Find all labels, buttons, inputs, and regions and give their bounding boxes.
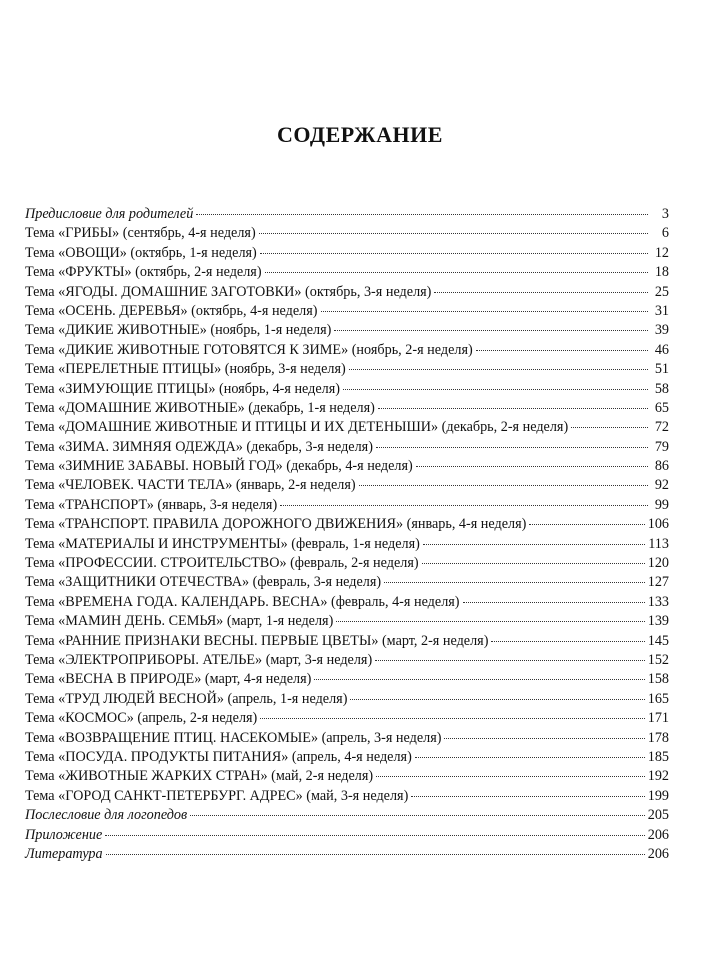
- toc-entry-title: Тема «ЯГОДЫ. ДОМАШНИЕ ЗАГОТОВКИ» (октябрь, 3-я неделя): [25, 283, 432, 300]
- toc-entry: [25, 767, 669, 786]
- toc-entry-page-number: 99: [654, 496, 669, 513]
- toc-entry-title: Тема «ДИКИЕ ЖИВОТНЫЕ» (ноябрь, 1-я неделя): [25, 322, 332, 339]
- toc-entry-title: Тема «ТРАНСПОРТ» (январь, 3-я неделя): [25, 496, 278, 513]
- toc-entry-title: Приложение: [25, 826, 103, 843]
- toc-entry-title: Тема «ВЕСНА В ПРИРОДЕ» (март, 4-я неделя): [25, 671, 312, 688]
- toc-entry-title: Тема «МАТЕРИАЛЫ И ИНСТРУМЕНТЫ» (февраль, 1-я неделя): [25, 535, 420, 552]
- toc-entry: [25, 612, 669, 631]
- toc-entry-title: Тема «МАМИН ДЕНЬ. СЕМЬЯ» (март, 1-я неделя): [25, 613, 334, 630]
- toc-entry-title: Тема «ЖИВОТНЫЕ ЖАРКИХ СТРАН» (май, 2-я неделя): [25, 768, 374, 785]
- toc-entry-title: Тема «ВОЗВРАЩЕНИЕ ПТИЦ. НАСЕКОМЫЕ» (апрель, 3-я неделя): [25, 729, 442, 746]
- dot-leader: [416, 466, 648, 467]
- toc-entry-title: Тема «ТРАНСПОРТ. ПРАВИЛА ДОРОЖНОГО ДВИЖЕНИЯ» (январь, 4-я неделя): [25, 516, 527, 533]
- dot-leader: [336, 621, 644, 622]
- toc-entry-title: Тема «ПРОФЕССИИ. СТРОИТЕЛЬСТВО» (февраль, 2-я неделя): [25, 555, 419, 572]
- toc-entry-title: Тема «ЗИМА. ЗИМНЯЯ ОДЕЖДА» (декабрь, 3-я неделя): [25, 438, 373, 455]
- toc-entry-title: Тема «ПОСУДА. ПРОДУКТЫ ПИТАНИЯ» (апрель, 4-я неделя): [25, 748, 412, 765]
- toc-entry: [25, 554, 669, 573]
- toc-entry-page-number: 205: [647, 807, 669, 824]
- toc-entry-page-number: 152: [647, 651, 669, 668]
- dot-leader: [376, 776, 645, 777]
- toc-entry-title: Тема «ЧЕЛОВЕК. ЧАСТИ ТЕЛА» (январь, 2-я неделя): [25, 477, 356, 494]
- dot-leader: [105, 835, 644, 836]
- dot-leader: [343, 389, 648, 390]
- toc-entry: [25, 632, 669, 651]
- toc-entry-title: Тема «ДОМАШНИЕ ЖИВОТНЫЕ» (декабрь, 1-я неделя): [25, 399, 375, 416]
- toc-entry-page-number: 185: [647, 748, 669, 765]
- toc-entry-title: Тема «ВРЕМЕНА ГОДА. КАЛЕНДАРЬ. ВЕСНА» (февраль, 4-я неделя): [25, 593, 460, 610]
- toc-entry-title: Тема «ФРУКТЫ» (октябрь, 2-я неделя): [25, 264, 262, 281]
- dot-leader: [411, 796, 644, 797]
- toc-entry-page-number: 58: [654, 380, 669, 397]
- toc-entry: [25, 515, 669, 534]
- toc-entry: [25, 845, 669, 864]
- dot-leader: [423, 544, 645, 545]
- table-of-contents: [25, 205, 669, 864]
- toc-entry-page-number: 145: [647, 632, 669, 649]
- dot-leader: [280, 505, 648, 506]
- toc-entry-page-number: 6: [661, 225, 669, 242]
- toc-entry: [25, 321, 669, 340]
- toc-entry-page-number: 120: [647, 555, 669, 572]
- toc-entry-page-number: 206: [647, 826, 669, 843]
- toc-entry-title: Тема «ЗИМУЮЩИЕ ПТИЦЫ» (ноябрь, 4-я неделя): [25, 380, 341, 397]
- dot-leader: [378, 408, 648, 409]
- dot-leader: [265, 272, 648, 273]
- toc-entry-title: Тема «ГРИБЫ» (сентябрь, 4-я неделя): [25, 225, 256, 242]
- toc-entry: [25, 651, 669, 670]
- toc-entry: [25, 224, 669, 243]
- toc-entry-title: Тема «ГОРОД САНКТ-ПЕТЕРБУРГ. АДРЕС» (май, 3-я неделя): [25, 787, 409, 804]
- toc-entry: [25, 729, 669, 748]
- toc-entry-page-number: 3: [661, 206, 669, 222]
- toc-entry: [25, 690, 669, 709]
- dot-leader: [444, 738, 644, 739]
- dot-leader: [434, 292, 648, 293]
- toc-entry-page-number: 178: [647, 729, 669, 746]
- toc-entry-page-number: 106: [647, 516, 669, 533]
- dot-leader: [334, 330, 648, 331]
- toc-entry-title: Тема «ОВОЩИ» (октябрь, 1-я неделя): [25, 244, 257, 261]
- toc-entry-page-number: 171: [647, 710, 669, 727]
- toc-entry: [25, 826, 669, 845]
- toc-entry-page-number: 12: [654, 244, 669, 261]
- toc-entry-page-number: 51: [654, 361, 669, 378]
- dot-leader: [384, 582, 645, 583]
- toc-entry-title: Послесловие для логопедов: [25, 807, 188, 824]
- toc-entry-page-number: 133: [647, 593, 669, 610]
- toc-entry-title: Тема «ДИКИЕ ЖИВОТНЫЕ ГОТОВЯТСЯ К ЗИМЕ» (ноябрь, 2-я неделя): [25, 341, 473, 358]
- dot-leader: [314, 679, 644, 680]
- toc-entry-page-number: 72: [654, 419, 669, 436]
- dot-leader: [106, 854, 645, 855]
- dot-leader: [196, 214, 648, 215]
- dot-leader: [190, 815, 645, 816]
- toc-entry-page-number: 139: [647, 613, 669, 630]
- dot-leader: [376, 447, 648, 448]
- toc-entry: [25, 670, 669, 689]
- toc-entry-page-number: 113: [648, 535, 669, 552]
- toc-entry-page-number: 79: [654, 438, 669, 455]
- toc-entry-title: Тема «ПЕРЕЛЕТНЫЕ ПТИЦЫ» (ноябрь, 3-я неделя): [25, 361, 346, 378]
- dot-leader: [259, 233, 648, 234]
- toc-entry: [25, 748, 669, 767]
- toc-entry-title: Тема «ЗАЩИТНИКИ ОТЕЧЕСТВА» (февраль, 3-я неделя): [25, 574, 382, 591]
- toc-entry: [25, 438, 669, 457]
- toc-entry: [25, 476, 669, 495]
- page-title: СОДЕРЖАНИЕ: [277, 122, 443, 147]
- toc-entry: [25, 360, 669, 379]
- toc-entry: [25, 341, 669, 360]
- toc-entry-page-number: 18: [654, 264, 669, 281]
- dot-leader: [415, 757, 645, 758]
- toc-entry-page-number: 25: [654, 283, 669, 300]
- dot-leader: [321, 311, 648, 312]
- dot-leader: [260, 718, 644, 719]
- toc-entry-title: Тема «ЗИМНИЕ ЗАБАВЫ. НОВЫЙ ГОД» (декабрь, 4-я неделя): [25, 458, 413, 475]
- dot-leader: [350, 699, 644, 700]
- toc-entry: [25, 573, 669, 592]
- toc-entry: [25, 263, 669, 282]
- toc-entry: [25, 244, 669, 263]
- toc-entry-page-number: 92: [654, 477, 669, 494]
- toc-entry: [25, 283, 669, 302]
- dot-leader: [375, 660, 645, 661]
- toc-entry-page-number: 206: [647, 845, 669, 862]
- toc-entry: [25, 399, 669, 418]
- dot-leader: [359, 485, 648, 486]
- toc-entry-page-number: 158: [647, 671, 669, 688]
- dot-leader: [463, 602, 645, 603]
- toc-entry-title: Литература: [25, 845, 103, 862]
- toc-entry-page-number: 192: [647, 768, 669, 785]
- toc-entry-page-number: 86: [654, 458, 669, 475]
- toc-entry-title: Тема «ДОМАШНИЕ ЖИВОТНЫЕ И ПТИЦЫ И ИХ ДЕТЕНЫШИ» (декабрь, 2-я неделя): [25, 419, 569, 436]
- toc-entry-page-number: 199: [647, 787, 669, 804]
- toc-entry-title: Предисловие для родителей: [25, 206, 194, 222]
- toc-entry: [25, 806, 669, 825]
- toc-entry-page-number: 127: [647, 574, 669, 591]
- toc-entry: [25, 418, 669, 437]
- toc-entry: [25, 787, 669, 806]
- toc-entry-title: Тема «ОСЕНЬ. ДЕРЕВЬЯ» (октябрь, 4-я неделя): [25, 302, 318, 319]
- dot-leader: [349, 369, 648, 370]
- dot-leader: [260, 253, 648, 254]
- toc-entry: [25, 535, 669, 554]
- dot-leader: [491, 641, 644, 642]
- dot-leader: [476, 350, 648, 351]
- toc-entry-page-number: 39: [654, 322, 669, 339]
- toc-entry-page-number: 165: [647, 690, 669, 707]
- dot-leader: [571, 427, 648, 428]
- toc-entry: [25, 302, 669, 321]
- dot-leader: [529, 524, 644, 525]
- toc-entry: [25, 709, 669, 728]
- toc-entry-page-number: 46: [654, 341, 669, 358]
- toc-entry-page-number: 65: [654, 399, 669, 416]
- toc-entry: [25, 496, 669, 515]
- toc-entry-title: Тема «ЭЛЕКТРОПРИБОРЫ. АТЕЛЬЕ» (март, 3-я неделя): [25, 651, 373, 668]
- toc-entry-page-number: 31: [654, 302, 669, 319]
- toc-entry: [25, 457, 669, 476]
- toc-entry: [25, 593, 669, 612]
- toc-entry-title: Тема «КОСМОС» (апрель, 2-я неделя): [25, 710, 258, 727]
- dot-leader: [422, 563, 645, 564]
- toc-entry: [25, 380, 669, 399]
- toc-entry: [25, 205, 669, 224]
- toc-entry-title: Тема «РАННИЕ ПРИЗНАКИ ВЕСНЫ. ПЕРВЫЕ ЦВЕТЫ» (март, 2-я неделя): [25, 632, 489, 649]
- toc-entry-title: Тема «ТРУД ЛЮДЕЙ ВЕСНОЙ» (апрель, 1-я неделя): [25, 690, 348, 707]
